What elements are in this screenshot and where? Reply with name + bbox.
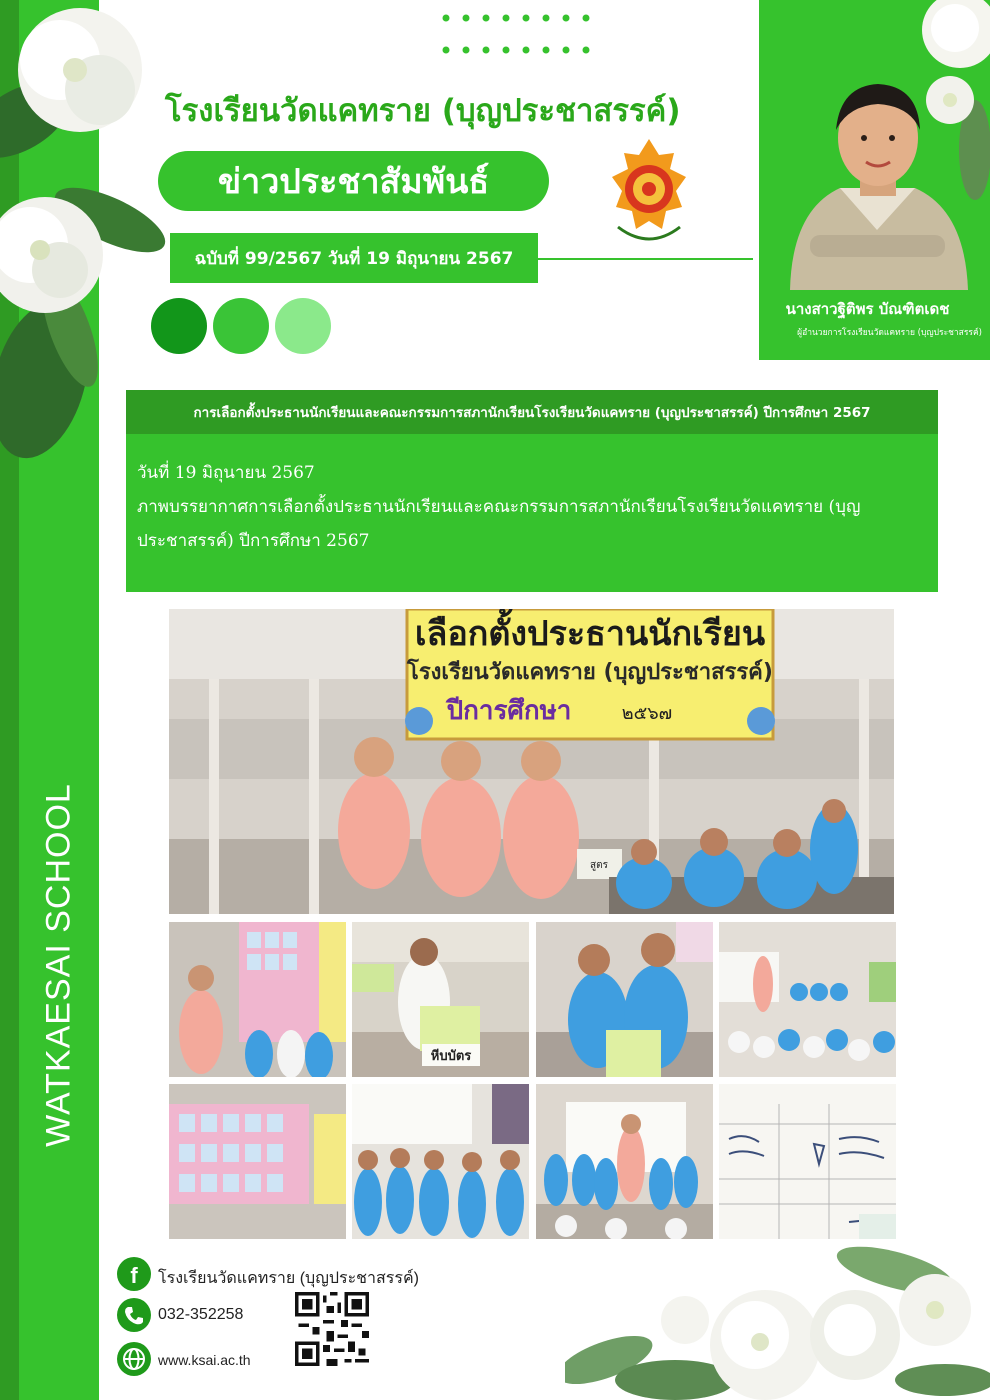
side-school-label: WATKAESAI SCHOOL	[39, 783, 78, 1147]
svg-text:f: f	[130, 1263, 138, 1288]
event-photo-4	[536, 922, 713, 1077]
flower-decoration-top-right	[905, 0, 990, 220]
issue-number: ฉบับที่ 99/2567 วันที่ 19 มิถุนายน 2567	[170, 233, 538, 283]
director-role: ผู้อำนวยการโรงเรียนวัดแคทราย (บุญประชาสรรค์)	[797, 328, 982, 338]
banner-line-1: เลือกตั้งประธานนักเรียน	[414, 614, 766, 654]
phone-number[interactable]: 032-352258	[158, 1306, 244, 1323]
dot-grid-decoration	[440, 12, 590, 56]
main-photo-image	[169, 609, 894, 914]
flower-decoration-bottom-right	[565, 1230, 990, 1400]
article-body	[137, 456, 927, 558]
banner-year: ๒๕๖๗	[621, 703, 673, 724]
table-sign: สูตร	[590, 860, 608, 871]
article-description: ภาพบรรยากาศการเลือกตั้งประธานนักเรียนและคณะกรรมการสภานักเรียนโรงเรียนวัดแคทราย (บุญประชาสรรค์) ปีการศึกษา 2567	[137, 497, 861, 551]
divider-line	[538, 258, 753, 260]
event-photo-9	[719, 1084, 896, 1239]
light-green-circle	[275, 298, 331, 354]
green-circle	[213, 298, 269, 354]
globe-icon[interactable]	[117, 1342, 151, 1376]
event-photo-7	[352, 1084, 529, 1239]
event-photo-3	[352, 922, 529, 1077]
school-seal-logo	[604, 135, 694, 250]
article-headline: การเลือกตั้งประธานนักเรียนและคณะกรรมการสภานักเรียนโรงเรียนวัดแคทราย (บุญประชาสรรค์) ปีการศึกษา 2567	[126, 390, 938, 434]
director-name: นางสาวฐิติพร บัณฑิตเดช	[785, 300, 950, 318]
website-link[interactable]: www.ksai.ac.th	[158, 1352, 251, 1368]
event-photo-2	[169, 922, 346, 1077]
dark-green-circle	[151, 298, 207, 354]
ballot-box-label: หีบบัตร	[430, 1049, 472, 1064]
article-date: วันที่ 19 มิถุนายน 2567	[137, 463, 315, 483]
qr-code[interactable]	[295, 1292, 369, 1366]
facebook-link[interactable]: โรงเรียนวัดแคทราย (บุญประชาสรรค์)	[158, 1270, 419, 1287]
event-photo-5	[719, 922, 896, 1077]
event-photo-6	[169, 1084, 346, 1239]
phone-icon[interactable]	[117, 1298, 151, 1332]
school-title: โรงเรียนวัดแคทราย (บุญประชาสรรค์)	[165, 93, 681, 129]
main-event-photo	[169, 609, 894, 914]
banner-line-2: โรงเรียนวัดแคทราย (บุญประชาสรรค์)	[407, 660, 773, 685]
banner-line-3: ปีการศึกษา	[446, 696, 572, 726]
facebook-icon[interactable]	[117, 1257, 151, 1291]
event-photo-8	[536, 1084, 713, 1239]
news-label: ข่าวประชาสัมพันธ์	[158, 151, 549, 211]
